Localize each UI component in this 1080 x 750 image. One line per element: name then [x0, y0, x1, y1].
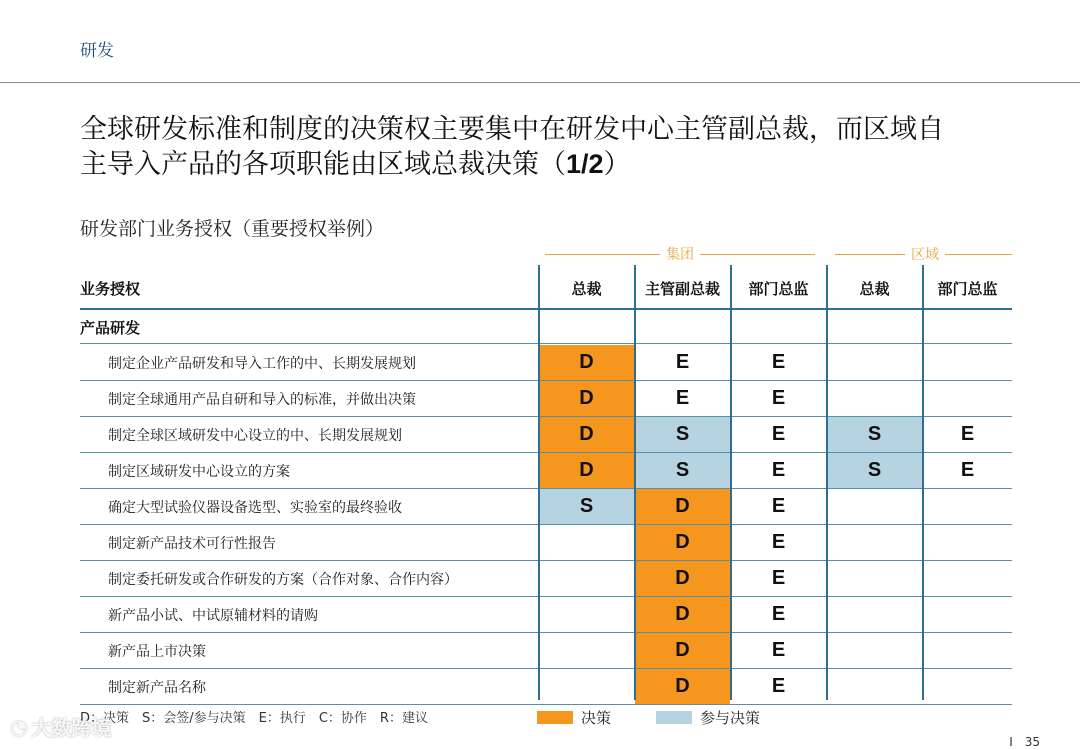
header-region-president: 总裁 — [859, 279, 890, 298]
cell-region-director: E — [960, 423, 975, 445]
row-divider — [80, 704, 1012, 705]
row-label: 新产品上市决策 — [108, 643, 206, 660]
cell-group-director: E — [771, 459, 786, 481]
watermark-logo-icon: ◔ — [10, 714, 28, 739]
cell-group-director: E — [771, 639, 786, 661]
region-line-left — [835, 254, 905, 255]
region-line-right — [945, 254, 1012, 255]
cell-group-vp: D — [675, 639, 690, 661]
legend-decide — [537, 707, 611, 728]
group-line-left — [545, 254, 660, 255]
cell-group-president: S — [579, 495, 594, 517]
legend-text: D：决策 S：会签/参与决策 E：执行 C：协作 R：建议 — [80, 711, 428, 726]
headline-line2-suffix: ） — [603, 149, 631, 180]
cell-group-vp: D — [675, 675, 690, 697]
cell-group-vp: E — [675, 351, 690, 373]
row-label: 制定新产品技术可行性报告 — [108, 535, 276, 552]
headline-line1: 全球研发标准和制度的决策权主要集中在研发中心主管副总裁，而区域自 — [80, 114, 944, 145]
cell-group-vp: S — [675, 459, 690, 481]
group-line-right — [700, 254, 815, 255]
column-divider — [922, 265, 924, 700]
row-label: 制定全球区域研发中心设立的中、长期发展规划 — [108, 427, 402, 444]
cell-group-vp: D — [675, 531, 690, 553]
cell-region-president: S — [867, 423, 882, 445]
legend-decide-label: 决策 — [581, 709, 612, 727]
row-label: 制定企业产品研发和导入工作的中、长期发展规划 — [108, 355, 416, 372]
cell-region-president: S — [867, 459, 882, 481]
legend-participate-swatch — [656, 711, 692, 724]
cell-group-vp: E — [675, 387, 690, 409]
cell-group-vp: S — [675, 423, 690, 445]
header-group-vp: 主管副总裁 — [644, 279, 720, 298]
headline-line2-prefix: 主导入产品的各项职能由区域总裁决策（ — [80, 149, 566, 180]
cell-group-director: E — [771, 351, 786, 373]
table-subtitle: 研发部门业务授权（重要授权举例） — [80, 218, 385, 240]
column-divider — [634, 265, 636, 700]
header-group-president: 总裁 — [571, 279, 602, 298]
cell-group-vp: D — [675, 603, 690, 625]
legend-participate-label: 参与决策 — [700, 709, 761, 727]
cell-group-vp: D — [675, 567, 690, 589]
row-divider — [80, 343, 1012, 344]
cell-group-director: E — [771, 603, 786, 625]
cell-group-president: D — [579, 387, 594, 409]
cell-group-president: D — [579, 423, 594, 445]
column-divider — [826, 265, 828, 700]
cell-group-director: E — [771, 495, 786, 517]
cell-group-director: E — [771, 423, 786, 445]
row-label: 制定区域研发中心设立的方案 — [108, 463, 290, 480]
cell-group-director: E — [771, 387, 786, 409]
cell-group-director: E — [771, 675, 786, 697]
header-item: 业务授权 — [80, 279, 141, 298]
row-divider — [80, 632, 1012, 633]
group-header-group: 集团 — [666, 247, 694, 263]
cell-group-director: E — [771, 567, 786, 589]
row-label: 制定全球通用产品自研和导入的标准，并做出决策 — [108, 391, 416, 408]
cell-group-president: D — [579, 351, 594, 373]
cell-group-president: D — [579, 459, 594, 481]
column-divider — [538, 265, 540, 700]
row-divider — [80, 308, 1012, 310]
top-divider — [0, 82, 1080, 83]
row-label: 制定新产品名称 — [108, 679, 206, 696]
cell-group-director: E — [771, 531, 786, 553]
row-label: 制定委托研发或合作研发的方案（合作对象、合作内容） — [108, 571, 458, 588]
row-label: 新产品小试、中试原辅材料的请购 — [108, 607, 318, 624]
section-label: 研发 — [80, 41, 114, 61]
headline-part-number: 1/2 — [566, 149, 604, 179]
header-group-director: 部门总监 — [748, 279, 809, 298]
legend-decide-swatch — [537, 711, 573, 724]
cell-group-vp: D — [675, 495, 690, 517]
legend-key — [80, 707, 428, 726]
page-number: I 35 — [1009, 735, 1040, 749]
group-header-region: 区域 — [911, 247, 939, 263]
watermark — [10, 712, 111, 741]
header-region-director: 部门总监 — [937, 279, 998, 298]
column-divider — [730, 265, 732, 700]
category-label: 产品研发 — [80, 318, 141, 337]
watermark-text: 大数跨境 — [31, 716, 112, 740]
row-divider — [80, 668, 1012, 669]
page-headline — [80, 112, 1040, 182]
legend-participate — [656, 707, 760, 728]
row-label: 确定大型试验仪器设备选型、实验室的最终验收 — [108, 499, 402, 516]
cell-region-director: E — [960, 459, 975, 481]
